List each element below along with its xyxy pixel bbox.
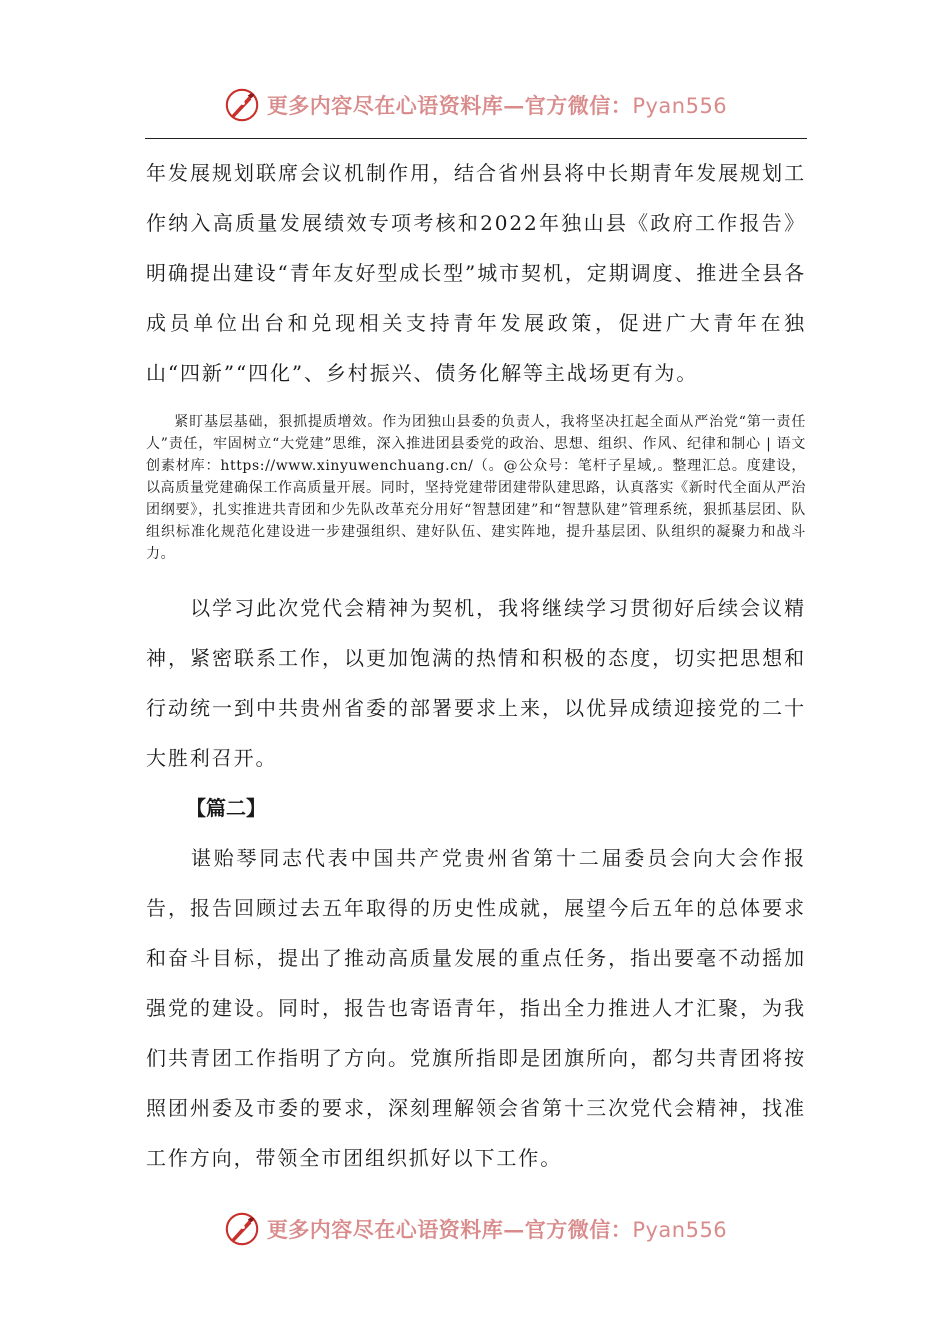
banner-handle: Pyan556 <box>632 1218 728 1242</box>
banner-handle: Pyan556 <box>632 94 728 118</box>
document-body <box>146 148 806 1183</box>
pen-logo-icon <box>223 1210 261 1248</box>
banner-text <box>267 90 727 120</box>
banner-label: 更多内容尽在心语资料库—官方微信： <box>266 93 633 118</box>
banner-text <box>267 1214 727 1244</box>
pen-logo-icon <box>223 86 261 124</box>
paragraph-3 <box>146 583 806 783</box>
header-banner <box>0 80 950 130</box>
paragraph-1: 年发展规划联席会议机制作用，结合省州县将中长期青年发展规划工作纳入高质量发展绩效专项考核和2022年独山县《政府工作报告》明确提出建设“青年友好型成长型”城市契机，定期调度、推进全县各成员单位出台和兑现相关支持青年发展政策，促进广大青年在独山“四新”“四化”、乡村振兴、债务化解等主战场更有为。 <box>146 161 806 385</box>
paragraph-4 <box>146 833 806 1183</box>
banner-label: 更多内容尽在心语资料库—官方微信： <box>266 1217 633 1242</box>
header-divider <box>145 138 807 139</box>
paragraph-2 <box>146 411 806 565</box>
footer-banner <box>0 1204 950 1254</box>
paragraph-3-text: 以学习此次党代会精神为契机，我将继续学习贯彻好后续会议精神，紧密联系工作，以更加饱满的热情和积极的态度，切实把思想和行动统一到中共贵州省委的部署要求上来，以优异成绩迎接党的二十大胜利召开。 <box>146 596 806 770</box>
paragraph-2-text: 紧盯基层基础，狠抓提质增效。作为团独山县委的负责人，我将坚决扛起全面从严治党“第一责任人”责任，牢固树立“大党建”思维，深入推进团县委党的政治、思想、组织、作风、纪律和制心 | 语文创素材库：https://www.xinyuwenchuang.cn/（。@公众号：笔杆子星域,。整理汇总。度建设，以高质量党建确保工作高质量开展。同时，坚持党建带团建带队建思路，认真落实《新时代全面从严治团纲要》，扎实推进共青团和少先队改革充分用好“智慧团建”和“智慧队建”管理系统，狠抓基层团、队组织标准化规范化建设进一步建强组织、建好队伍、建实阵地，提升基层团、队组织的凝聚力和战斗力。 <box>146 414 806 562</box>
paragraph-4-text: 谌贻琴同志代表中国共产党贵州省第十二届委员会向大会作报告，报告回顾过去五年取得的历史性成就，展望今后五年的总体要求和奋斗目标，提出了推动高质量发展的重点任务，指出要毫不动摇加强党的建设。同时，报告也寄语青年，指出全力推进人才汇聚，为我们共青团工作指明了方向。党旗所指即是团旗所向，都匀共青团将按照团州委及市委的要求，深刻理解领会省第十三次党代会精神，找准工作方向，带领全市团组织抓好以下工作。 <box>146 846 806 1170</box>
section-heading: 【篇二】 <box>186 796 266 820</box>
